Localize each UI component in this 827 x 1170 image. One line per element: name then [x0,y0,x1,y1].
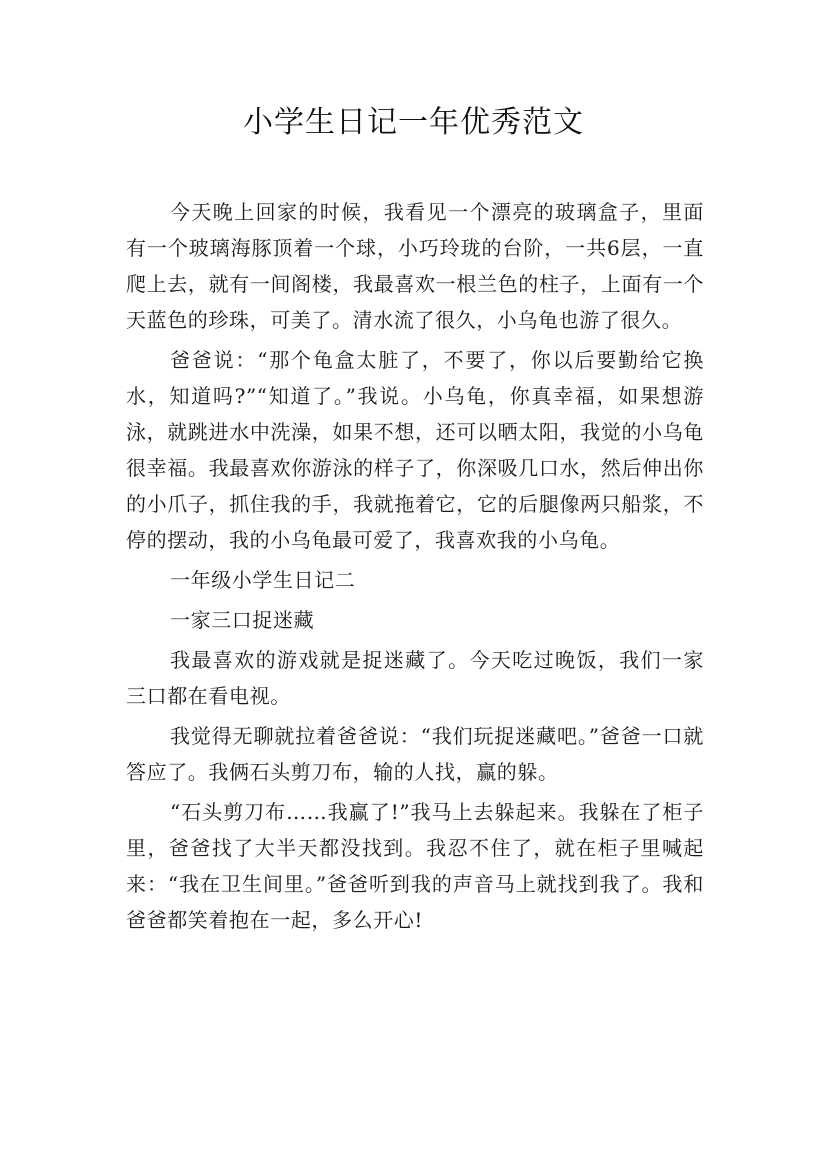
paragraph-little-turtle: 爸爸说：“那个龟盒太脏了，不要了，你以后要勤给它换水，知道吗?”“知道了。”我说。小乌龟，你真幸福，如果想游泳，就跳进水中洗澡，如果不想，还可以晒太阳，我觉的小乌龟很幸福。我最喜欢你游泳的样子了，你深吸几口水，然后伸出你的小爪子，抓住我的手，我就拖着它，它的后腿像两只船浆，不停的摆动，我的小乌龟最可爱了，我喜欢我的小乌龟。 [126,348,704,552]
paragraph-glass-box: 今天晚上回家的时候，我看见一个漂亮的玻璃盒子，里面有一个玻璃海豚顶着一个球，小巧玲珑的台阶，一共6层，一直爬上去，就有一间阁楼，我最喜欢一根兰色的柱子，上面有一个天蓝色的珍珠，可美了。清水流了很久，小乌龟也游了很久。 [126,200,704,332]
paragraph-favorite-game: 我最喜欢的游戏就是捉迷藏了。今天吃过晚饭，我们一家三口都在看电视。 [126,648,704,708]
paragraph-rock-paper-scissors: 我觉得无聊就拉着爸爸说：“我们玩捉迷藏吧。”爸爸一口就答应了。我俩石头剪刀布，输的人找，赢的躲。 [126,724,704,784]
section-subtitle-hide-and-seek: 一家三口捉迷藏 [170,608,315,632]
section-heading-diary-two: 一年级小学生日记二 [170,568,356,592]
document-body [126,194,704,938]
paragraph-hiding-in-cabinet: “石头剪刀布……我赢了!”我马上去躲起来。我躲在了柜子里，爸爸找了大半天都没找到。我忍不住了，就在柜子里喊起来：“我在卫生间里。”爸爸听到我的声音马上就找到我了。我和爸爸都笑着抱在一起，多么开心! [126,800,704,932]
document-title: 小学生日记一年优秀范文 [243,105,584,140]
